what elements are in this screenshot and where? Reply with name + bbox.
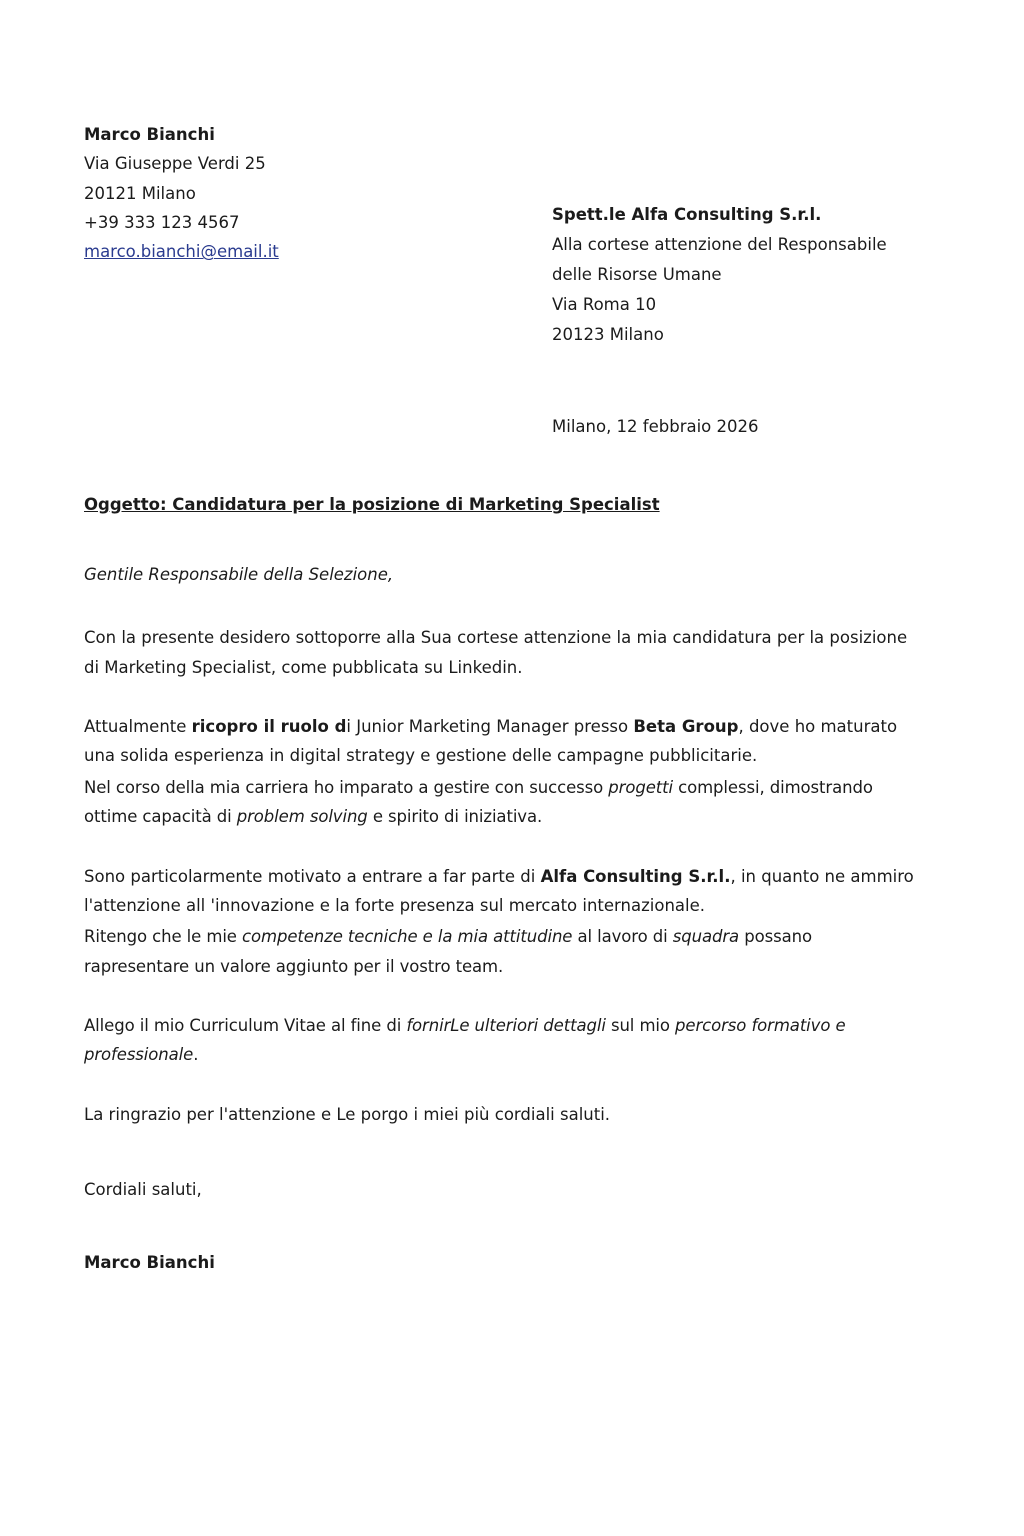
- p2b-italic-1: progetti: [608, 777, 673, 797]
- p2b-italic-2: problem solving: [236, 807, 368, 827]
- recipient-attention-line-2: delle Risorse Umane: [552, 265, 722, 285]
- body-paragraph-3: [84, 862, 916, 921]
- sender-phone: +39 333 123 4567: [84, 213, 240, 233]
- body-paragraph-1-text: Con la presente desidero sottoporre alla Sua cortese attenzione la mia candidatura per la posizione di Marketing Specialist, come pubblicata su Linkedin.: [84, 628, 908, 677]
- p4-pre: Allego il mio Curriculum Vitae al fine di: [84, 1015, 407, 1035]
- p2-post: , dove ho maturato una solida esperienza in digital strategy e gestione delle campagne pubblicitarie.: [84, 717, 898, 766]
- letter-content: [84, 120, 924, 1273]
- p3-bold-company: Alfa Consulting S.r.l.: [540, 866, 731, 886]
- p4-mid: sul mio: [605, 1015, 676, 1035]
- sender-name: Marco Bianchi: [84, 125, 215, 144]
- letter-subject: Oggetto: Candidatura per la posizione di Marketing Specialist: [84, 495, 660, 514]
- p2b-mid: complessi, dimostrando ottime capacità di: [84, 777, 873, 827]
- p2-bold-role: ricopro il ruolo d: [191, 717, 347, 737]
- body-paragraph-1: [84, 623, 916, 682]
- p4-italic-1: fornirLe ulteriori dettagli: [406, 1015, 606, 1035]
- p2b-pre: Nel corso della mia carriera ho imparato a gestire con successo: [84, 777, 609, 797]
- p4-post: .: [193, 1045, 199, 1065]
- p3-post: , in quanto ne ammiro l'attenzione all 'innovazione e la forte presenza sul mercato internazionale.: [84, 866, 914, 915]
- p4-italic-2: percorso formativo e professionale: [84, 1015, 846, 1065]
- p3-pre: Sono particolarmente motivato a entrare a far parte di: [84, 866, 541, 886]
- recipient-street: Via Roma 10: [552, 295, 657, 315]
- letter-signature: Marco Bianchi: [84, 1253, 215, 1273]
- p3b-pre: Ritengo che le mie: [84, 927, 243, 947]
- body-paragraph-2: [84, 712, 916, 771]
- letter-salutation: Gentile Responsabile della Selezione,: [84, 565, 394, 584]
- letter-date: Milano, 12 febbraio 2026: [552, 417, 759, 436]
- recipient-address-block: [552, 200, 942, 350]
- letter-body: [84, 560, 916, 1278]
- body-paragraph-3b: [84, 922, 916, 981]
- p2-bold-company: Beta Group: [633, 717, 739, 737]
- body-paragraph-5: La ringrazio per l'attenzione e Le porgo i miei più cordiali saluti.: [84, 1104, 611, 1124]
- sender-email-link[interactable]: marco.bianchi@email.it: [84, 242, 279, 262]
- p3b-post: possano rapresentare un valore aggiunto per il vostro team.: [84, 927, 812, 976]
- p2-pre: Attualmente: [84, 717, 192, 737]
- p2b-post: e spirito di iniziativa.: [367, 807, 543, 827]
- sender-city: 20121 Milano: [84, 183, 196, 203]
- p3b-mid: al lavoro di: [572, 927, 673, 947]
- body-paragraph-2b: [84, 773, 916, 832]
- recipient-company: Spett.le Alfa Consulting S.r.l.: [552, 205, 822, 224]
- p3b-italic-2: squadra: [672, 927, 740, 947]
- body-paragraph-4: [84, 1011, 916, 1070]
- recipient-city: 20123 Milano: [552, 325, 664, 345]
- letter-closing: Cordiali saluti,: [84, 1180, 202, 1200]
- recipient-attention-line-1: Alla cortese attenzione del Responsabile: [552, 235, 887, 255]
- p2-mid: i Junior Marketing Manager presso: [346, 717, 634, 737]
- p3b-italic-1: competenze tecniche e la mia attitudine: [242, 927, 573, 947]
- sender-street: Via Giuseppe Verdi 25: [84, 154, 266, 174]
- sender-address-block: [84, 120, 464, 267]
